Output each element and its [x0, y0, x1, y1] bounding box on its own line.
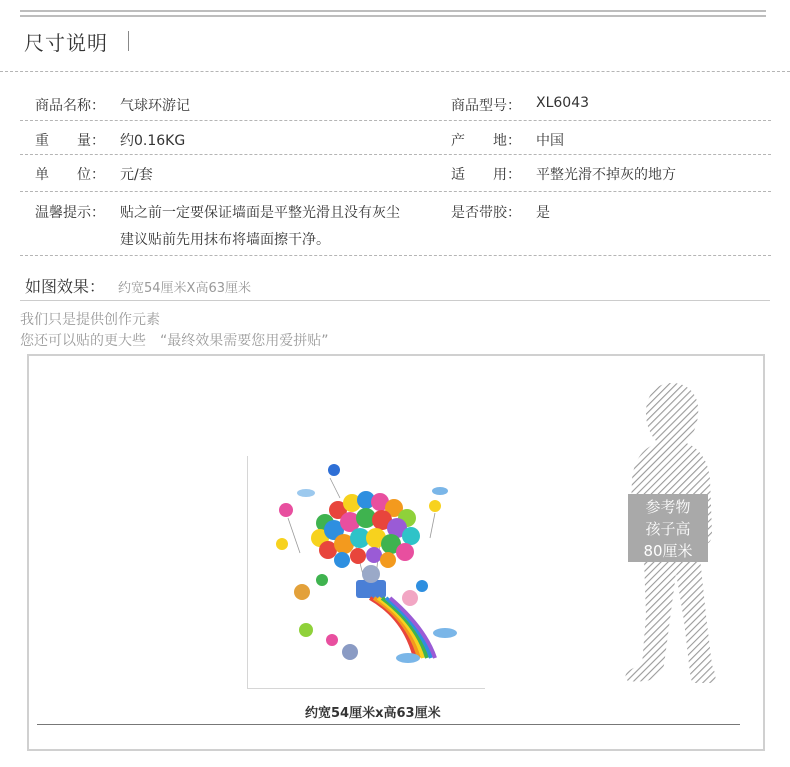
- header-divider: [0, 71, 790, 72]
- canvas-bottom-edge: [247, 688, 485, 689]
- spec-label: 产 地：: [451, 133, 521, 149]
- spec-value: 约0.16KG: [120, 133, 186, 149]
- reference-line-3: 80厘米: [643, 542, 693, 560]
- canvas-left-edge: [247, 456, 248, 688]
- dimension-label: 约宽54厘米x高63厘米: [305, 706, 441, 721]
- reference-label: [628, 494, 708, 562]
- page-title: 尺寸说明: [24, 31, 108, 55]
- spec-row-name: [20, 88, 771, 121]
- spec-value: 是: [536, 205, 550, 221]
- effect-size-note: 约宽54厘米X高63厘米: [118, 281, 251, 296]
- spec-row-unit: [20, 156, 771, 192]
- spec-row-tip: [20, 193, 771, 256]
- effect-title: 如图效果：: [25, 277, 106, 296]
- spec-label: 温馨提示：: [35, 205, 105, 221]
- top-rule-2: [20, 15, 766, 17]
- top-rule: [20, 10, 766, 12]
- spec-value: 中国: [536, 133, 564, 149]
- spec-value: 气球环游记: [120, 98, 190, 114]
- reference-line-2: 孩子高: [645, 520, 691, 538]
- spec-label: 是否带胶：: [451, 205, 521, 221]
- spec-value: 元/套: [120, 167, 153, 183]
- spec-row-weight: [20, 122, 771, 155]
- reference-line-1: 参考物: [645, 498, 691, 516]
- spec-label: 重 量：: [35, 133, 105, 149]
- spec-value: XL6043: [536, 95, 590, 111]
- bottom-rule: [37, 724, 740, 725]
- note-line-1: 我们只是提供创作元素: [20, 312, 160, 328]
- note-line-2: 您还可以贴的更大些 “最终效果需要您用爱拼贴”: [20, 333, 329, 349]
- spec-value-line2: 建议贴前先用抹布将墙面擦干净。: [120, 232, 330, 248]
- spec-value: 贴之前一定要保证墙面是平整光滑且没有灰尘: [120, 205, 400, 221]
- title-divider: [128, 31, 129, 51]
- spec-label: 商品型号：: [451, 98, 521, 114]
- spec-value: 平整光滑不掉灰的地方: [536, 167, 676, 183]
- spec-label: 适 用：: [451, 167, 521, 183]
- spec-label: 商品名称：: [35, 98, 105, 114]
- spec-label: 单 位：: [35, 167, 105, 183]
- effect-divider: [20, 300, 770, 301]
- balloon-artwork: [270, 458, 470, 688]
